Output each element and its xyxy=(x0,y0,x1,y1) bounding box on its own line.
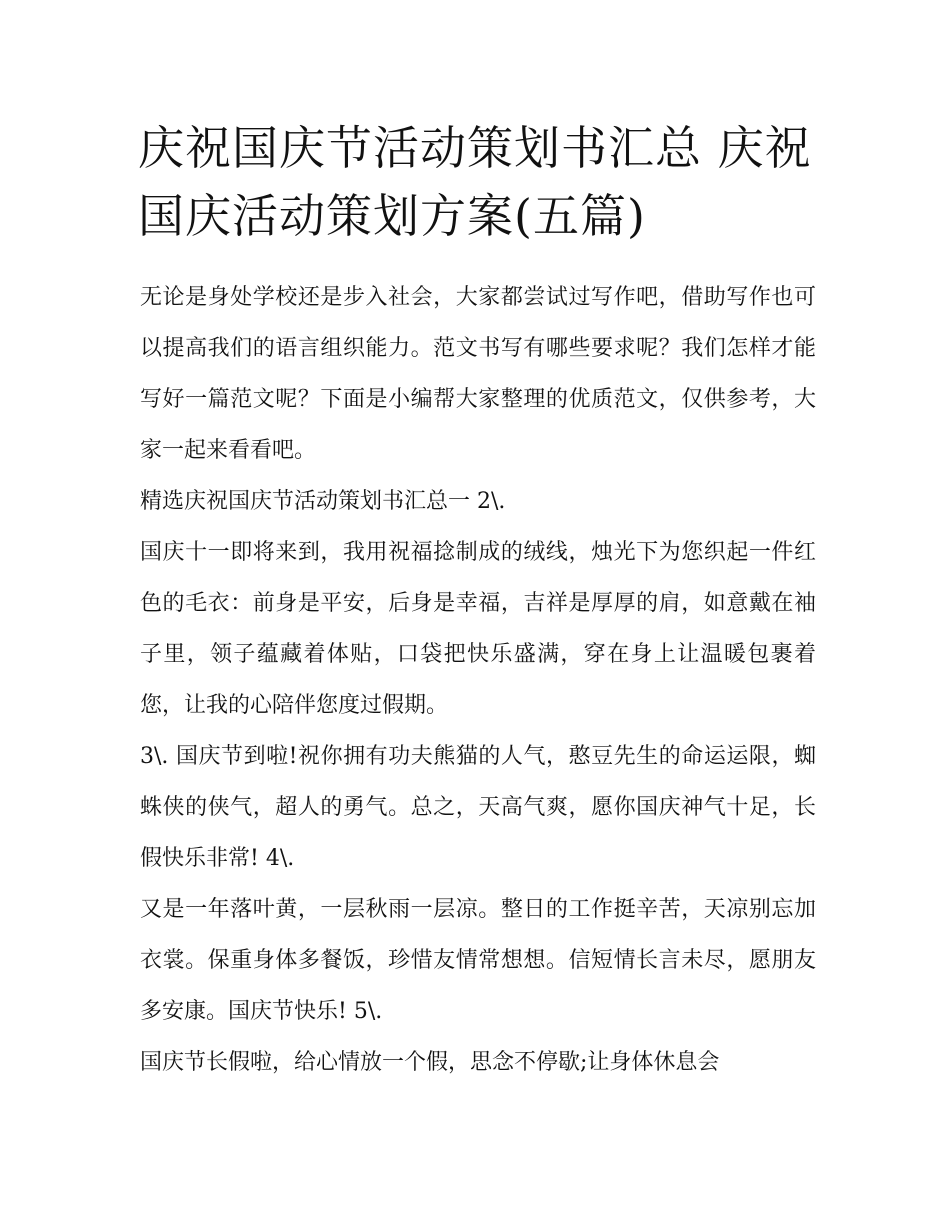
body-paragraph: 国庆十一即将来到，我用祝福捻制成的绒线，烛光下为您织起一件红色的毛衣：前身是平安，后身是幸福，吉祥是厚厚的肩，如意戴在袖子里，领子蕴藏着体贴，口袋把快乐盛满，穿在身上让温暖包裹着您，让我的心陪伴您度过假期。 xyxy=(140,540,816,718)
section-heading: 精选庆祝国庆节活动策划书汇总一 2\. xyxy=(140,489,506,514)
document-body xyxy=(140,272,816,1088)
body-paragraph: 国庆节长假啦，给心情放一个假，思念不停歇;让身体休息会 xyxy=(140,1050,720,1075)
body-paragraph: 又是一年落叶黄，一层秋雨一层凉。整日的工作挺辛苦，天凉别忘加衣裳。保重身体多餐饭，珍惜友情常想想。信短情长言未尽，愿朋友多安康。国庆节快乐! 5\. xyxy=(140,897,816,1024)
intro-paragraph: 无论是身处学校还是步入社会，大家都尝试过写作吧，借助写作也可以提高我们的语言组织能力。范文书写有哪些要求呢？我们怎样才能写好一篇范文呢？下面是小编帮大家整理的优质范文，仅供参考，大家一起来看看吧。 xyxy=(140,285,816,463)
document-title: 庆祝国庆节活动策划书汇总 庆祝国庆活动策划方案(五篇) xyxy=(138,121,812,243)
body-paragraph: 3\. 国庆节到啦!祝你拥有功夫熊猫的人气，憨豆先生的命运运限，蜘蛛侠的侠气，超人的勇气。总之，天高气爽，愿你国庆神气十足，长假快乐非常! 4\. xyxy=(140,744,816,871)
